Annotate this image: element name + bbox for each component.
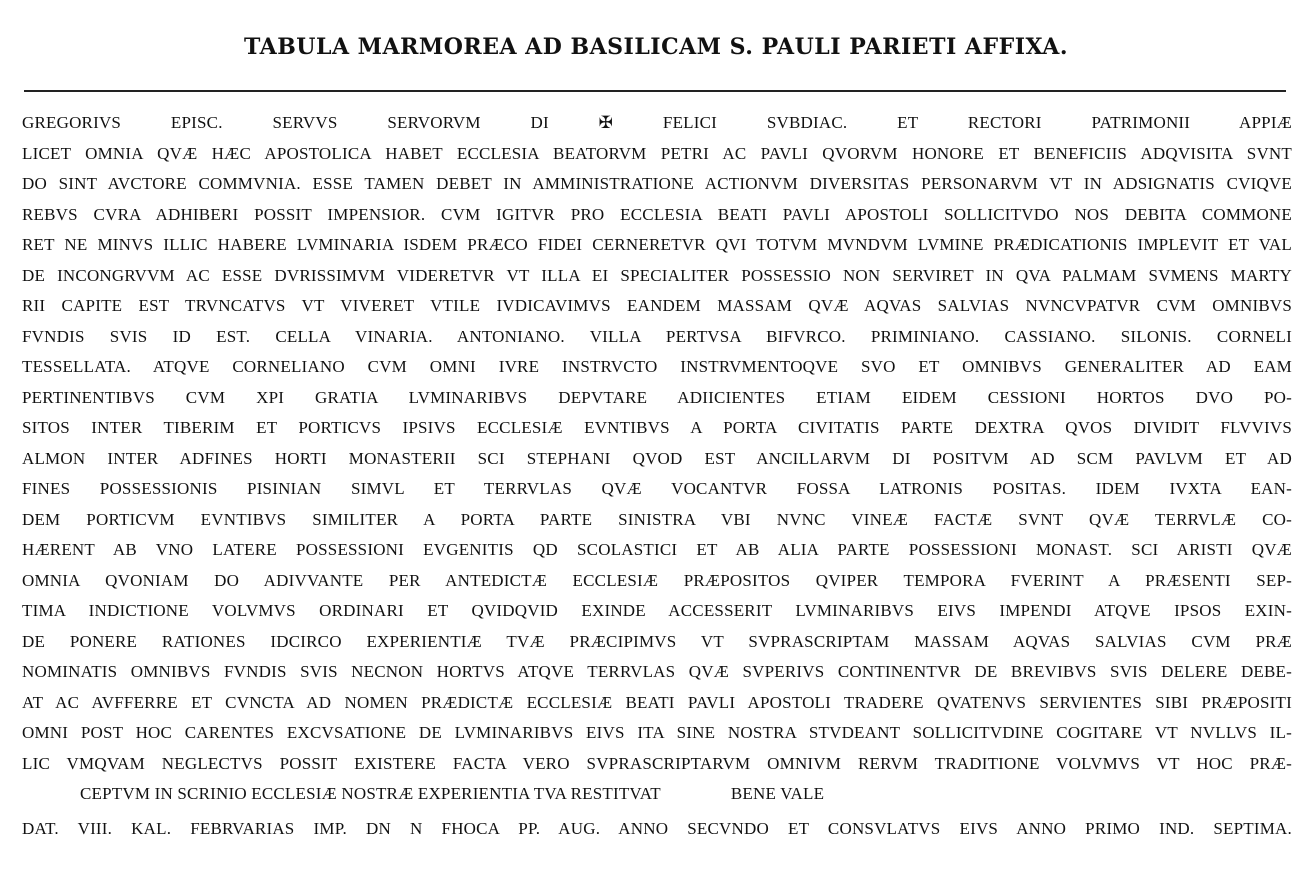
title-rule (24, 90, 1286, 92)
inscription-line: FINES POSSESSIONIS PISINIAN SIMVL ET TERRVLAS QVÆ VOCANTVR FOSSA LATRONIS POSITAS. IDEM IVXTA EAN- (22, 479, 1292, 498)
inscription-line: DE PONERE RATIONES IDCIRCO EXPERIENTIÆ TVÆ PRÆCIPIMVS VT SVPRASCRIPTAM MASSAM AQVAS SALVIAS CVM PRÆ (22, 631, 1292, 651)
inscription-line: TESSELLATA. ATQVE CORNELIANO CVM OMNI IVRE INSTRVCTO INSTRVMENTOQVE SVO ET OMNIBVS GENERALITER AD EAM (22, 357, 1292, 376)
inscription-line: TIMA INDICTIONE VOLVMVS ORDINARI ET QVIDQVID EXINDE ACCESSERIT LVMINARIBVS EIVS IMPENDI ATQVE IPSOS EXIN- (22, 601, 1292, 620)
closing-text: CEPTVM IN SCRINIO ECCLESIÆ NOSTRÆ EXPERIENTIA TVA RESTITVAT (80, 784, 661, 803)
closing-line (22, 779, 1292, 810)
inscription-text (22, 108, 1292, 844)
inscription-line: DE INCONGRVVM AC ESSE DVRISSIMVM VIDERETVR VT ILLA EI SPECIALITER POSSESSIO NON SERVIRET IN QVA PALMAM SVMENS MARTY (22, 265, 1292, 285)
inscription-line: AT AC AVFFERRE ET CVNCTA AD NOMEN PRÆDICTÆ ECCLESIÆ BEATI PAVLI APOSTOLI TRADERE QVATENVS SERVIENTES SIBI PRÆPOSITI (22, 692, 1292, 712)
inscription-line: PERTINENTIBVS CVM XPI GRATIA LVMINARIBVS DEPVTARE ADIICIENTES ETIAM EIDEM CESSIONI HORTOS DVO PO- (22, 387, 1292, 407)
inscription-line: REBVS CVRA ADHIBERI POSSIT IMPENSIOR. CVM IGITVR PRO ECCLESIA BEATI PAVLI APOSTOLI SOLLICITVDO NOS DEBITA COMMONE (22, 204, 1292, 224)
inscription-line: DEM PORTICVM EVNTIBVS SIMILITER A PORTA PARTE SINISTRA VBI NVNC VINEÆ FACTÆ SVNT QVÆ TERRVLÆ CO- (22, 509, 1292, 529)
inscription-line: SITOS INTER TIBERIM ET PORTICVS IPSIVS ECCLESIÆ EVNTIBVS A PORTA CIVITATIS PARTE DEXTRA QVOS DIVIDIT FLVVIVS (22, 418, 1292, 437)
date-line: DAT. VIII. KAL. FEBRVARIAS IMP. DN N FHOCA PP. AUG. ANNO SECVNDO ET CONSVLATVS EIVS ANNO PRIMO IND. SEPTIMA. (22, 818, 1292, 838)
inscription-line: LICET OMNIA QVÆ HÆC APOSTOLICA HABET ECCLESIA BEATORVM PETRI AC PAVLI QVORVM HONORE ET BENEFICIIS ADQVISITA SVNT (22, 143, 1292, 163)
inscription-line: NOMINATIS OMNIBVS FVNDIS SVIS NECNON HORTVS ATQVE TERRVLAS QVÆ SVPERIVS CONTINENTVR DE BREVIBVS SVIS DELERE DEBE- (22, 662, 1292, 681)
inscription-line: GREGORIVS EPISC. SERVVS SERVORVM DI ✠ FELICI SVBDIAC. ET RECTORI PATRIMONII APPIÆ (22, 113, 1292, 132)
inscription-line: LIC VMQVAM NEGLECTVS POSSIT EXISTERE FACTA VERO SVPRASCRIPTARVM OMNIVM RERVM TRADITIONE VOLVMVS VT HOC PRÆ- (22, 753, 1292, 773)
inscription-line: HÆRENT AB VNO LATERE POSSESSIONI EVGENITIS QD SCOLASTICI ET AB ALIA PARTE POSSESSIONI MONAST. SCI ARISTI QVÆ (22, 540, 1292, 559)
inscription-line: OMNIA QVONIAM DO ADIVVANTE PER ANTEDICTÆ ECCLESIÆ PRÆPOSITOS QVIPER TEMPORA FVERINT A PRÆSENTI SEP- (22, 570, 1292, 590)
inscription-line: OMNI POST HOC CARENTES EXCVSATIONE DE LVMINARIBVS EIVS ITA SINE NOSTRA STVDEANT SOLLICITVDINE COGITARE VT NVLLVS IL- (22, 723, 1292, 742)
inscription-line: ALMON INTER ADFINES HORTI MONASTERII SCI STEPHANI QVOD EST ANCILLARVM DI POSITVM AD SCM PAVLVM ET AD (22, 448, 1292, 468)
inscription-line: FVNDIS SVIS ID EST. CELLA VINARIA. ANTONIANO. VILLA PERTVSA BIFVRCO. PRIMINIANO. CASSIANO. SILONIS. CORNELI (22, 326, 1292, 346)
inscription-line: RET NE MINVS ILLIC HABERE LVMINARIA ISDEM PRÆCO FIDEI CERNERETVR QVI TOTVM MVNDVM LVMINE PRÆDICATIONIS IMPLEVIT ET VAL (22, 235, 1292, 254)
valediction: BENE VALE (730, 784, 825, 803)
page-title: TABULA MARMOREA AD BASILICAM S. PAULI PARIETI AFFIXA. (243, 34, 1069, 60)
inscription-line: RII CAPITE EST TRVNCATVS VT VIVERET VTILE IVDICAVIMVS EANDEM MASSAM QVÆ AQVAS SALVIAS NVNCVPATVR CVM OMNIBVS (22, 296, 1292, 315)
inscription-line: DO SINT AVCTORE COMMVNIA. ESSE TAMEN DEBET IN AMMINISTRATIONE ACTIONVM DIVERSITAS PERSONARVM VT IN ADSIGNATIS CVIQVE (22, 174, 1292, 193)
